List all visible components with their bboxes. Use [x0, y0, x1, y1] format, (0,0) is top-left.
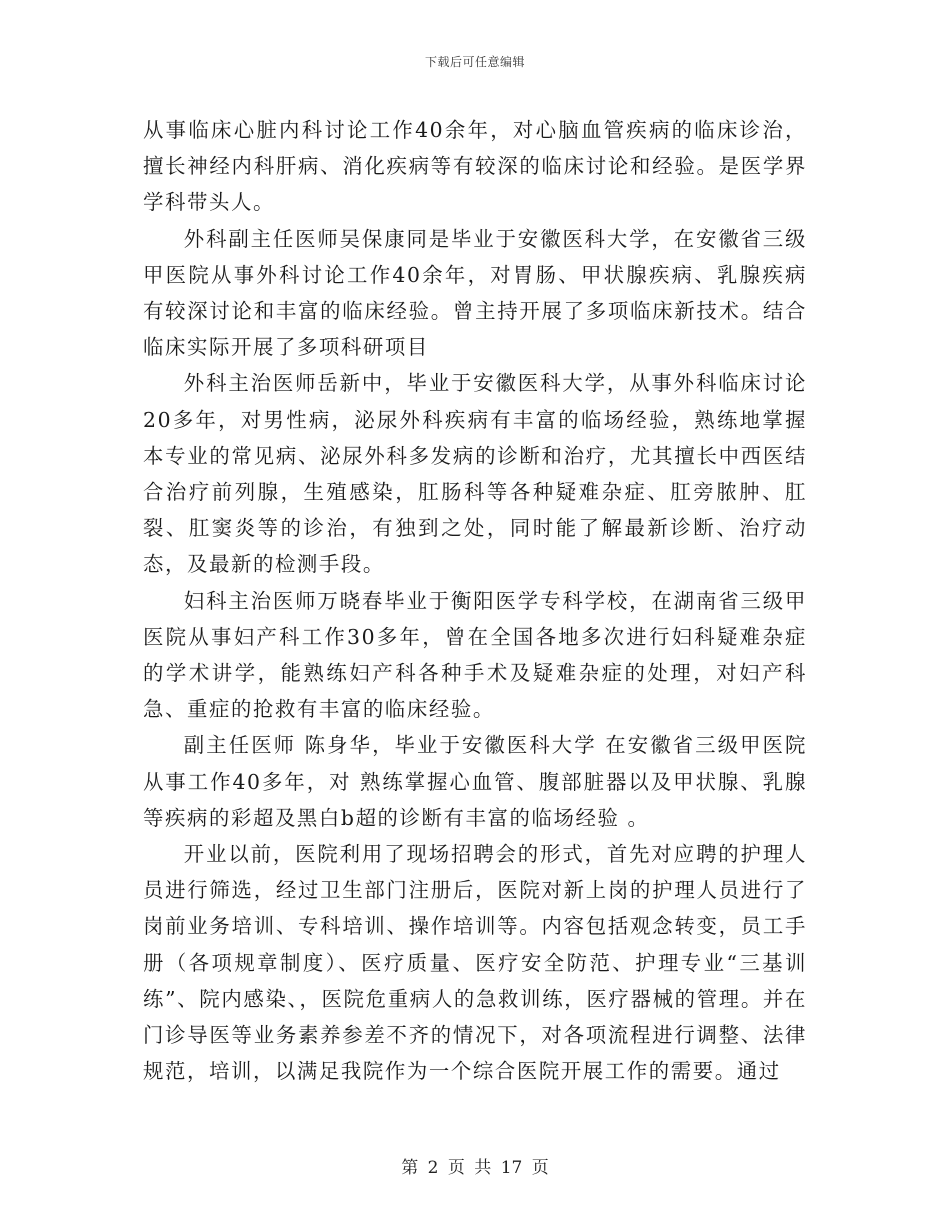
paragraph-continuation: 从事临床心脏内科讨论工作40余年，对心脑血管疾病的临床诊治，擅长神经内科肝病、消化疾病等有较深的临床讨论和经验。是医学界学科带头人。 — [143, 118, 807, 215]
paragraph-gynecologist-wan: 妇科主治医师万晓春毕业于衡阳医学专科学校，在湖南省三级甲医院从事妇产科工作30多年，曾在全国各地多次进行妇科疑难杂症的学术讲学，能熟练妇产科各种手术及疑难杂症的处理，对妇产科急、重症的抢救有丰富的临床经验。 — [143, 588, 807, 722]
page-number-footer: 第 2 页 共 17 页 — [401, 1158, 549, 1178]
paragraph-surgeon-yue: 外科主治医师岳新中，毕业于安徽医科大学，从事外科临床讨论20多年，对男性病，泌尿外科疾病有丰富的临场经验，熟练地掌握本专业的常见病、泌尿外科多发病的诊断和治疗，尤其擅长中西医结合治疗前列腺，生殖感染，肛肠科等各种疑难杂症、肛旁脓肿、肛裂、肛窦炎等的诊治，有独到之处，同时能了解最新诊断、治疗动态，及最新的检测手段。 — [143, 371, 807, 577]
paragraph-nursing-training: 开业以前，医院利用了现场招聘会的形式，首先对应聘的护理人员进行筛选，经过卫生部门注册后，医院对新上岗的护理人员进行了岗前业务培训、专科培训、操作培训等。内容包括观念转变，员工手册（各项规章制度）、医疗质量、医疗安全防范、护理专业“三基训练”、院内感染、，医院危重病人的急救训练，医疗器械的管理。并在门诊导医等业务素养参差不齐的情况下，对各项流程进行调整、法律规范，培训，以满足我院作为一个综合医院开展工作的需要。通过 — [143, 842, 807, 1084]
paragraph-physician-chen: 副主任医师 陈身华，毕业于安徽医科大学 在安徽省三级甲医院从事工作40多年，对 熟练掌握心血管、腹部脏器以及甲状腺、乳腺等疾病的彩超及黑白b超的诊断有丰富的临场经验 。 — [143, 733, 807, 830]
paragraph-surgeon-wu: 外科副主任医师吴保康同是毕业于安徽医科大学，在安徽省三级甲医院从事外科讨论工作40余年，对胃肠、甲状腺疾病、乳腺疾病有较深讨论和丰富的临床经验。曾主持开展了多项临床新技术。结合临床实际开展了多项科研项目 — [143, 226, 807, 360]
page-header: 下载后可任意编辑 — [424, 55, 525, 69]
document-body — [143, 112, 807, 1089]
